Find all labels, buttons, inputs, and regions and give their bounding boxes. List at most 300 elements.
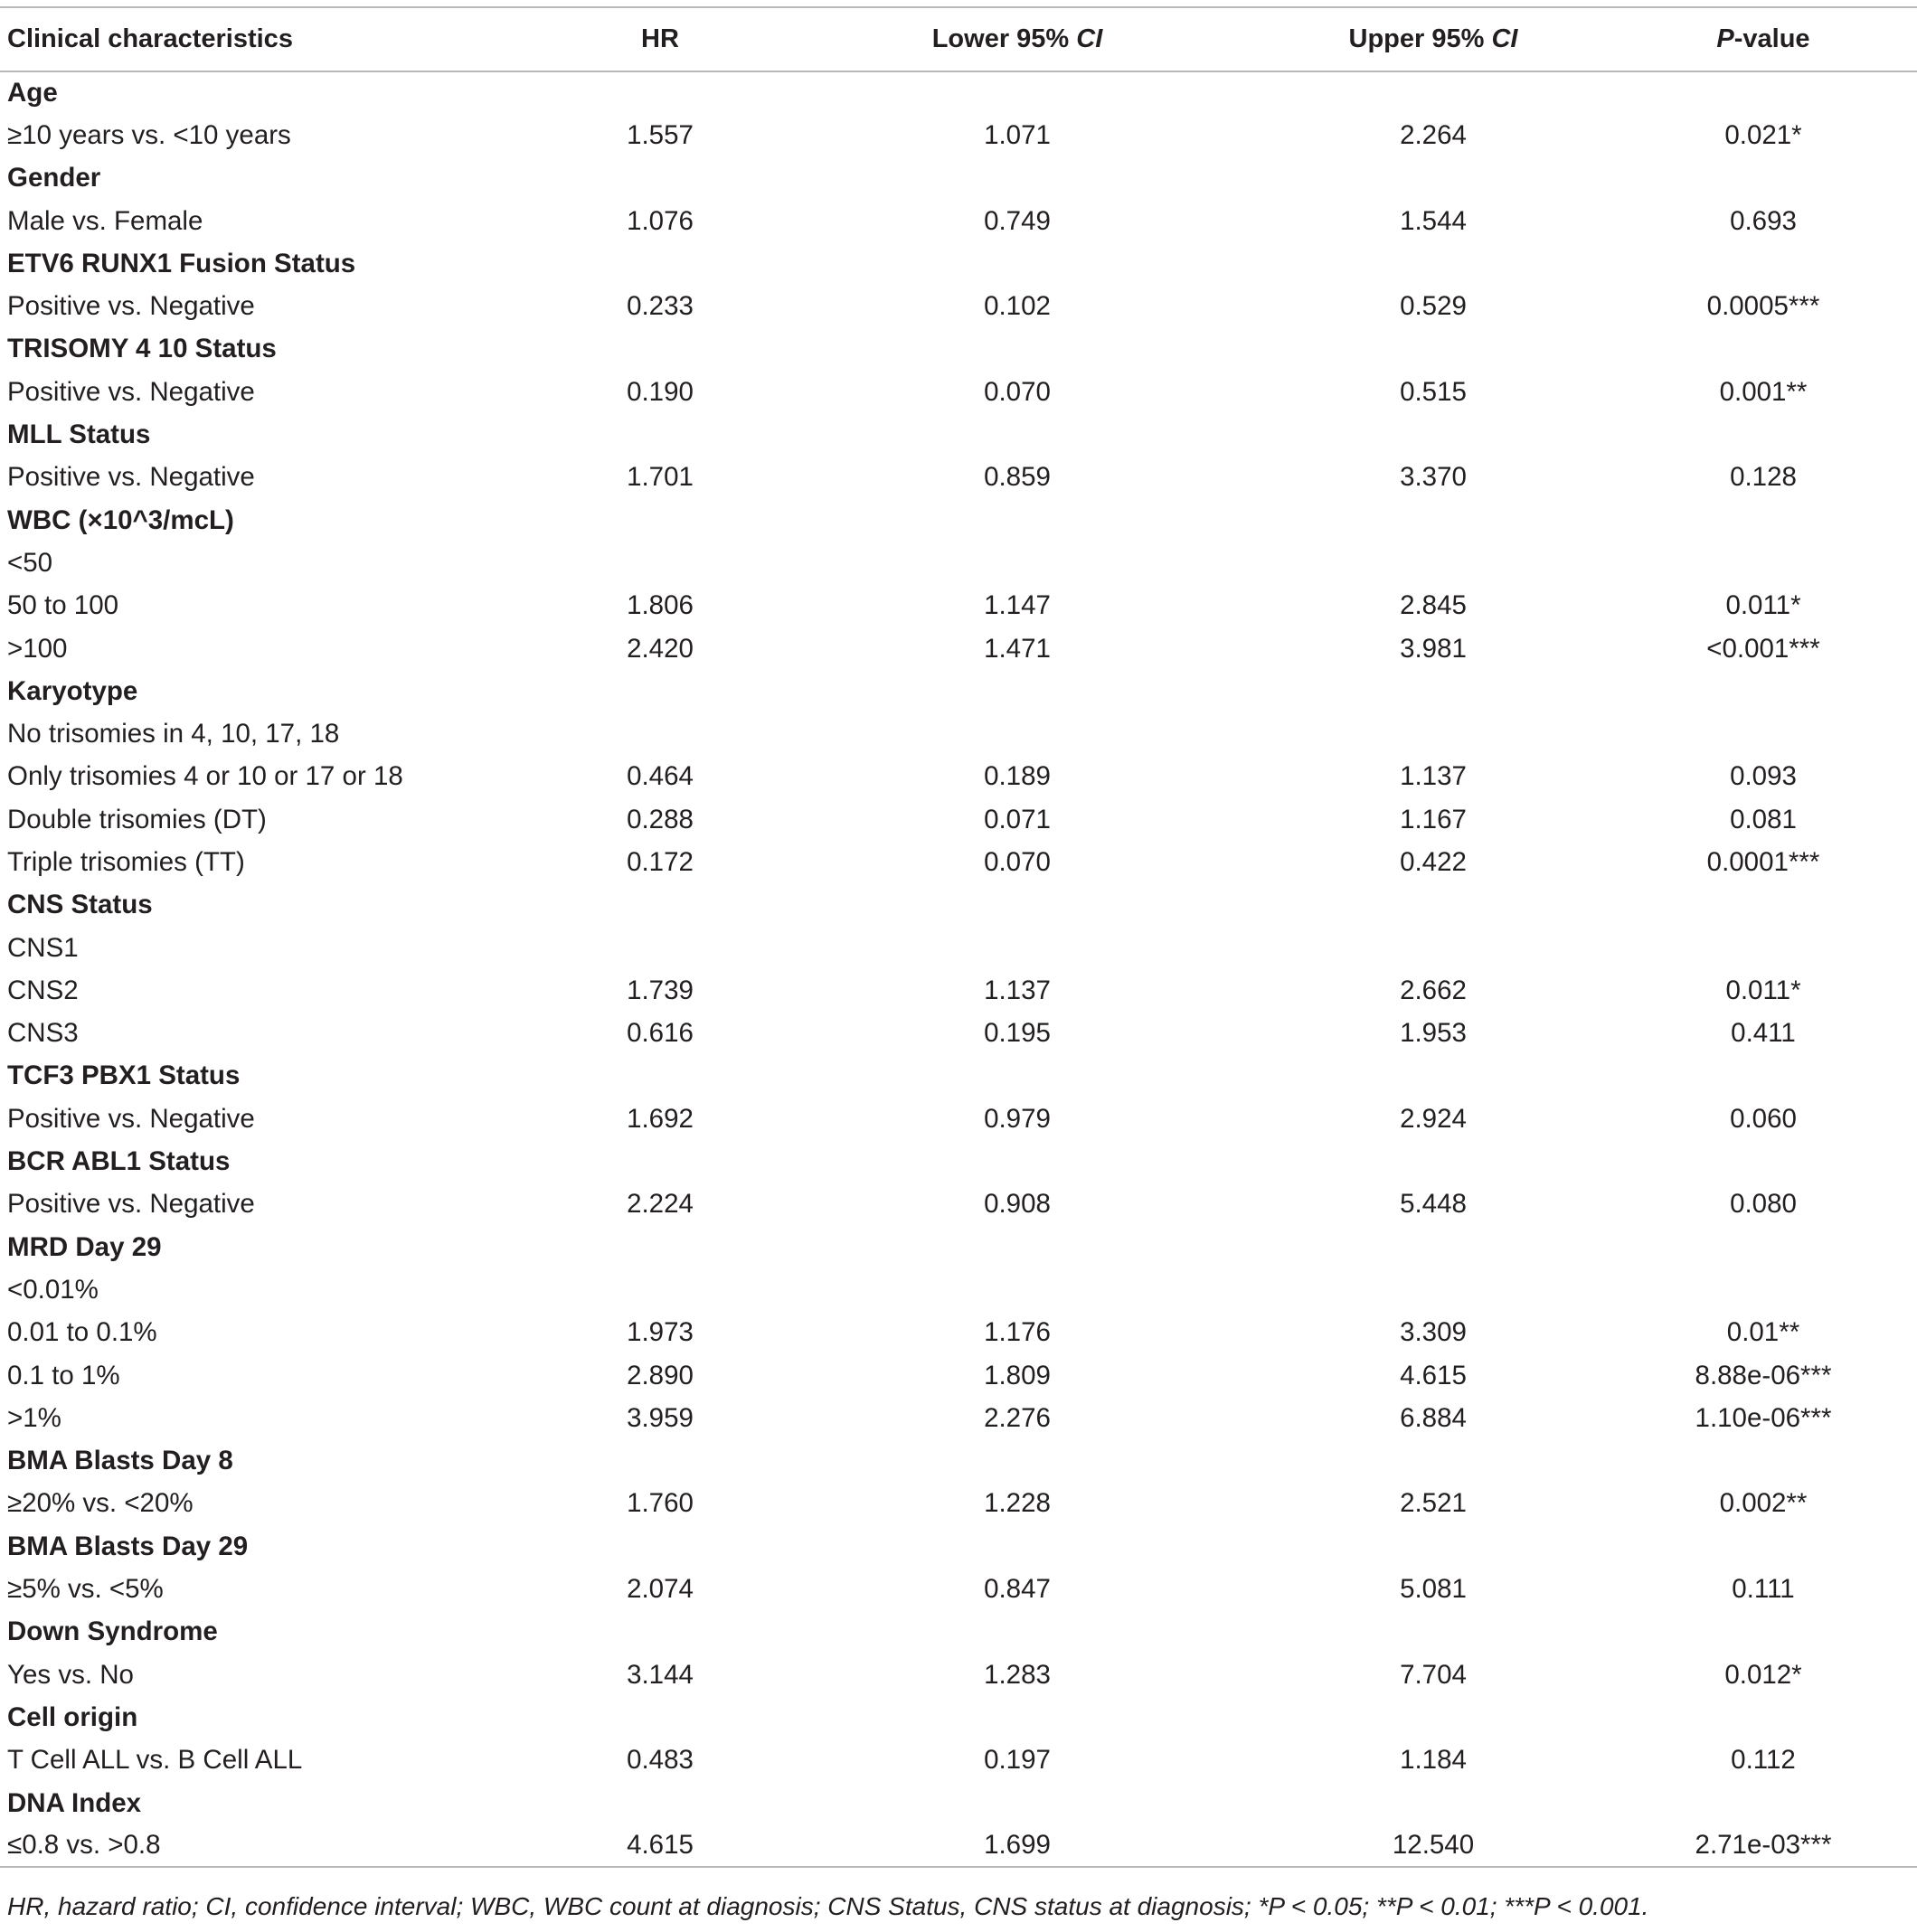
lower-ci-value-cell bbox=[778, 200, 1257, 242]
row-label: Positive vs. Negative bbox=[7, 462, 255, 493]
row-label: Positive vs. Negative bbox=[7, 1103, 255, 1134]
p-value-cell bbox=[1610, 1611, 1917, 1654]
hr-value: 1.739 bbox=[627, 975, 694, 1005]
row-label-cell bbox=[0, 712, 543, 755]
row-label: CNS3 bbox=[7, 1018, 79, 1049]
row-label-cell bbox=[0, 1183, 543, 1226]
hr-value: 3.144 bbox=[627, 1659, 694, 1690]
p-value: 0.060 bbox=[1730, 1103, 1797, 1134]
upper-ci-value: 1.544 bbox=[1400, 205, 1467, 236]
hr-value-cell bbox=[543, 1312, 778, 1354]
hr-value-cell bbox=[543, 969, 778, 1012]
row-label-cell bbox=[0, 1824, 543, 1867]
lower-ci-value: 0.189 bbox=[984, 761, 1051, 792]
lower-ci-value-cell bbox=[778, 1312, 1257, 1354]
lower-ci-value-cell bbox=[778, 413, 1257, 456]
hr-value-cell bbox=[543, 1483, 778, 1525]
hr-value-cell bbox=[543, 1397, 778, 1439]
row-label-cell bbox=[0, 1483, 543, 1525]
p-value: 0.411 bbox=[1731, 1018, 1796, 1049]
hr-value: 0.616 bbox=[627, 1018, 694, 1049]
row-label: DNA Index bbox=[7, 1787, 142, 1818]
row-label-cell bbox=[0, 71, 543, 114]
row-label: ≥10 years vs. <10 years bbox=[7, 119, 291, 150]
lower-ci-value: 1.137 bbox=[984, 975, 1051, 1005]
category-row bbox=[0, 1696, 1917, 1739]
hr-value: 1.701 bbox=[627, 462, 694, 493]
row-label: <0.01% bbox=[7, 1274, 99, 1305]
upper-ci-value: 2.662 bbox=[1400, 975, 1467, 1005]
table-row bbox=[0, 1098, 1917, 1140]
category-row bbox=[0, 1440, 1917, 1483]
row-label: BMA Blasts Day 8 bbox=[7, 1446, 233, 1476]
p-value-cell bbox=[1610, 1397, 1917, 1439]
lower-ci-value-cell bbox=[778, 841, 1257, 883]
row-label: Down Syndrome bbox=[7, 1616, 218, 1647]
lower-ci-value: 0.749 bbox=[984, 205, 1051, 236]
lower-ci-value-cell bbox=[778, 627, 1257, 670]
lower-ci-value-cell bbox=[778, 585, 1257, 627]
lower-ci-value-cell bbox=[778, 1696, 1257, 1739]
lower-ci-value: 1.071 bbox=[984, 119, 1051, 150]
p-value-cell bbox=[1610, 457, 1917, 499]
hr-value-cell bbox=[543, 457, 778, 499]
lower-ci-value-cell bbox=[778, 157, 1257, 200]
hr-value: 2.224 bbox=[627, 1189, 694, 1220]
p-value-cell bbox=[1610, 1440, 1917, 1483]
lower-ci-value: 1.471 bbox=[984, 633, 1051, 664]
hr-value-cell bbox=[543, 1568, 778, 1610]
p-value-cell bbox=[1610, 1739, 1917, 1782]
lower-ci-value-cell bbox=[778, 371, 1257, 413]
category-row bbox=[0, 1140, 1917, 1183]
lower-ci-value: 0.859 bbox=[984, 462, 1051, 493]
p-value-cell bbox=[1610, 670, 1917, 712]
category-row bbox=[0, 1525, 1917, 1568]
upper-ci-value-cell bbox=[1257, 371, 1610, 413]
row-label-cell bbox=[0, 969, 543, 1012]
p-value: 0.01** bbox=[1726, 1317, 1800, 1348]
p-value-cell bbox=[1610, 114, 1917, 156]
row-label-cell bbox=[0, 1611, 543, 1654]
p-value: 1.10e-06*** bbox=[1695, 1402, 1832, 1433]
lower-ci-value-cell bbox=[778, 1525, 1257, 1568]
table-body bbox=[0, 71, 1917, 1867]
hr-value-cell bbox=[543, 200, 778, 242]
lower-ci-value: 0.195 bbox=[984, 1018, 1051, 1049]
hr-value-cell bbox=[543, 1183, 778, 1226]
p-value: 0.012* bbox=[1724, 1659, 1802, 1690]
lower-ci-value-cell bbox=[778, 1611, 1257, 1654]
category-row bbox=[0, 884, 1917, 927]
table-row bbox=[0, 1354, 1917, 1397]
upper-ci-value-cell bbox=[1257, 585, 1610, 627]
category-row bbox=[0, 1611, 1917, 1654]
lower-ci-value-cell bbox=[778, 1226, 1257, 1268]
p-value-cell bbox=[1610, 1782, 1917, 1824]
p-value-cell bbox=[1610, 242, 1917, 285]
upper-ci-value-cell bbox=[1257, 798, 1610, 841]
table-row bbox=[0, 1483, 1917, 1525]
category-row bbox=[0, 1226, 1917, 1268]
table-header bbox=[0, 7, 1917, 71]
upper-ci-value-cell bbox=[1257, 1055, 1610, 1098]
hr-value-cell bbox=[543, 712, 778, 755]
p-value-cell bbox=[1610, 841, 1917, 883]
row-label: ≥5% vs. <5% bbox=[7, 1574, 164, 1605]
row-label: Positive vs. Negative bbox=[7, 1189, 255, 1220]
table-row bbox=[0, 927, 1917, 969]
row-label: >1% bbox=[7, 1402, 61, 1433]
hr-value: 1.692 bbox=[627, 1103, 694, 1134]
p-value-cell bbox=[1610, 157, 1917, 200]
lower-ci-value: 0.979 bbox=[984, 1103, 1051, 1134]
row-label-cell bbox=[0, 1525, 543, 1568]
lower-ci-value-cell bbox=[778, 670, 1257, 712]
lower-ci-value-cell bbox=[778, 1654, 1257, 1696]
upper-ci-value-cell bbox=[1257, 1483, 1610, 1525]
lower-ci-value: 1.283 bbox=[984, 1659, 1051, 1690]
upper-ci-value-cell bbox=[1257, 200, 1610, 242]
p-value-cell bbox=[1610, 1268, 1917, 1311]
category-row bbox=[0, 499, 1917, 542]
row-label: T Cell ALL vs. B Cell ALL bbox=[7, 1745, 303, 1776]
p-value: 0.011* bbox=[1725, 590, 1801, 621]
upper-ci-value-cell bbox=[1257, 1013, 1610, 1055]
upper-ci-value-cell bbox=[1257, 1568, 1610, 1610]
lower-ci-value: 0.102 bbox=[984, 291, 1051, 322]
upper-ci-value-cell bbox=[1257, 1782, 1610, 1824]
row-label-cell bbox=[0, 1226, 543, 1268]
upper-ci-value-cell bbox=[1257, 1611, 1610, 1654]
upper-ci-value: 1.167 bbox=[1400, 804, 1467, 834]
hr-value: 2.420 bbox=[627, 633, 694, 664]
table-row bbox=[0, 1013, 1917, 1055]
hr-value-cell bbox=[543, 1055, 778, 1098]
row-label: ≥20% vs. <20% bbox=[7, 1488, 194, 1519]
table-row bbox=[0, 114, 1917, 156]
row-label: Male vs. Female bbox=[7, 205, 203, 236]
hr-value-cell bbox=[543, 157, 778, 200]
p-value: 2.71e-03*** bbox=[1695, 1830, 1832, 1861]
row-label-cell bbox=[0, 242, 543, 285]
upper-ci-value-cell bbox=[1257, 1397, 1610, 1439]
header-row bbox=[0, 7, 1917, 71]
lower-ci-value-cell bbox=[778, 1268, 1257, 1311]
upper-ci-value-cell bbox=[1257, 1312, 1610, 1354]
row-label: BCR ABL1 Status bbox=[7, 1146, 231, 1177]
table-row bbox=[0, 627, 1917, 670]
hr-value: 4.615 bbox=[627, 1830, 694, 1861]
upper-ci-value: 12.540 bbox=[1392, 1830, 1475, 1861]
p-value: 0.111 bbox=[1732, 1574, 1795, 1605]
upper-ci-value-cell bbox=[1257, 1654, 1610, 1696]
row-label-cell bbox=[0, 1055, 543, 1098]
hr-value-cell bbox=[543, 627, 778, 670]
row-label: Positive vs. Negative bbox=[7, 376, 255, 407]
p-value: 0.081 bbox=[1730, 804, 1797, 834]
category-row bbox=[0, 71, 1917, 114]
table-row bbox=[0, 542, 1917, 584]
row-label-cell bbox=[0, 285, 543, 327]
p-value: 0.093 bbox=[1730, 761, 1797, 792]
row-label-cell bbox=[0, 114, 543, 156]
p-value: 0.002** bbox=[1719, 1488, 1808, 1519]
lower-ci-value-cell bbox=[778, 499, 1257, 542]
hazard-ratio-table bbox=[0, 6, 1917, 1868]
p-value-cell bbox=[1610, 413, 1917, 456]
lower-ci-value: 1.809 bbox=[984, 1360, 1051, 1390]
lower-ci-value: 0.071 bbox=[984, 804, 1051, 834]
hr-value-cell bbox=[543, 242, 778, 285]
lower-ci-value-cell bbox=[778, 1782, 1257, 1824]
table-row bbox=[0, 969, 1917, 1012]
header-p-italic: P bbox=[1716, 24, 1734, 53]
upper-ci-value-cell bbox=[1257, 927, 1610, 969]
row-label: Positive vs. Negative bbox=[7, 291, 255, 322]
row-label: CNS1 bbox=[7, 932, 79, 963]
lower-ci-value-cell bbox=[778, 798, 1257, 841]
upper-ci-value: 4.615 bbox=[1400, 1360, 1467, 1390]
lower-ci-value-cell bbox=[778, 71, 1257, 114]
lower-ci-value-cell bbox=[778, 1397, 1257, 1439]
category-row bbox=[0, 157, 1917, 200]
hr-value-cell bbox=[543, 114, 778, 156]
header-p-suffix: -value bbox=[1733, 24, 1810, 53]
lower-ci-value-cell bbox=[778, 969, 1257, 1012]
lower-ci-value-cell bbox=[778, 114, 1257, 156]
upper-ci-value: 2.521 bbox=[1400, 1488, 1467, 1519]
p-value: 0.080 bbox=[1730, 1189, 1797, 1220]
p-value-cell bbox=[1610, 1226, 1917, 1268]
hr-value-cell bbox=[543, 328, 778, 371]
lower-ci-value-cell bbox=[778, 712, 1257, 755]
p-value-cell bbox=[1610, 328, 1917, 371]
row-label-cell bbox=[0, 1013, 543, 1055]
table-row bbox=[0, 1824, 1917, 1867]
lower-ci-value: 0.197 bbox=[984, 1745, 1051, 1776]
row-label-cell bbox=[0, 1696, 543, 1739]
table-row bbox=[0, 371, 1917, 413]
hr-value-cell bbox=[543, 1268, 778, 1311]
upper-ci-value: 7.704 bbox=[1400, 1659, 1467, 1690]
lower-ci-value-cell bbox=[778, 927, 1257, 969]
p-value: 0.011* bbox=[1725, 975, 1801, 1005]
lower-ci-value-cell bbox=[778, 285, 1257, 327]
hr-value-cell bbox=[543, 413, 778, 456]
row-label-cell bbox=[0, 1354, 543, 1397]
upper-ci-value-cell bbox=[1257, 969, 1610, 1012]
upper-ci-value-cell bbox=[1257, 242, 1610, 285]
upper-ci-value-cell bbox=[1257, 627, 1610, 670]
hr-value-cell bbox=[543, 1354, 778, 1397]
row-label-cell bbox=[0, 1268, 543, 1311]
hr-value-cell bbox=[543, 1782, 778, 1824]
upper-ci-value: 2.264 bbox=[1400, 119, 1467, 150]
upper-ci-value-cell bbox=[1257, 542, 1610, 584]
p-value-cell bbox=[1610, 1055, 1917, 1098]
p-value-cell bbox=[1610, 756, 1917, 798]
hr-value-cell bbox=[543, 1226, 778, 1268]
row-label: MRD Day 29 bbox=[7, 1231, 162, 1262]
upper-ci-value: 2.845 bbox=[1400, 590, 1467, 621]
upper-ci-value-cell bbox=[1257, 1739, 1610, 1782]
upper-ci-value-cell bbox=[1257, 328, 1610, 371]
p-value-cell bbox=[1610, 371, 1917, 413]
lower-ci-value-cell bbox=[778, 884, 1257, 927]
row-label-cell bbox=[0, 371, 543, 413]
p-value: 0.693 bbox=[1730, 205, 1797, 236]
p-value: <0.001*** bbox=[1706, 633, 1820, 664]
upper-ci-value-cell bbox=[1257, 1525, 1610, 1568]
upper-ci-value: 5.448 bbox=[1400, 1189, 1467, 1220]
upper-ci-value: 2.924 bbox=[1400, 1103, 1467, 1134]
upper-ci-value: 1.184 bbox=[1400, 1745, 1467, 1776]
row-label-cell bbox=[0, 1397, 543, 1439]
lower-ci-value-cell bbox=[778, 1440, 1257, 1483]
row-label-cell bbox=[0, 1098, 543, 1140]
row-label: 0.1 to 1% bbox=[7, 1360, 120, 1390]
hr-value-cell bbox=[543, 1013, 778, 1055]
hr-value-cell bbox=[543, 585, 778, 627]
p-value-cell bbox=[1610, 798, 1917, 841]
lower-ci-value: 0.070 bbox=[984, 376, 1051, 407]
p-value: 0.0005*** bbox=[1706, 291, 1820, 322]
row-label: TRISOMY 4 10 Status bbox=[7, 334, 277, 364]
hr-value-cell bbox=[543, 1824, 778, 1867]
header-upper-ci-italic: CI bbox=[1491, 24, 1518, 53]
row-label: WBC (×10^3/mcL) bbox=[7, 504, 234, 535]
row-label-cell bbox=[0, 457, 543, 499]
lower-ci-value-cell bbox=[778, 1183, 1257, 1226]
category-row bbox=[0, 328, 1917, 371]
table-row bbox=[0, 1568, 1917, 1610]
row-label: Age bbox=[7, 78, 58, 108]
row-label-cell bbox=[0, 1782, 543, 1824]
p-value-cell bbox=[1610, 927, 1917, 969]
upper-ci-value-cell bbox=[1257, 457, 1610, 499]
hr-value-cell bbox=[543, 1739, 778, 1782]
upper-ci-value-cell bbox=[1257, 1183, 1610, 1226]
hr-value-cell bbox=[543, 499, 778, 542]
row-label-cell bbox=[0, 200, 543, 242]
lower-ci-value-cell bbox=[778, 328, 1257, 371]
row-label-cell bbox=[0, 798, 543, 841]
upper-ci-value-cell bbox=[1257, 841, 1610, 883]
p-value-cell bbox=[1610, 1525, 1917, 1568]
lower-ci-value: 1.228 bbox=[984, 1488, 1051, 1519]
hr-value: 1.973 bbox=[627, 1317, 694, 1348]
upper-ci-value-cell bbox=[1257, 499, 1610, 542]
upper-ci-value: 3.309 bbox=[1400, 1317, 1467, 1348]
upper-ci-value-cell bbox=[1257, 884, 1610, 927]
upper-ci-value-cell bbox=[1257, 157, 1610, 200]
table-row bbox=[0, 841, 1917, 883]
row-label: ≤0.8 vs. >0.8 bbox=[7, 1830, 161, 1861]
lower-ci-value: 0.908 bbox=[984, 1189, 1051, 1220]
lower-ci-value-cell bbox=[778, 1354, 1257, 1397]
header-upper-ci bbox=[1257, 7, 1610, 71]
lower-ci-value-cell bbox=[778, 1739, 1257, 1782]
row-label: No trisomies in 4, 10, 17, 18 bbox=[7, 719, 340, 749]
hr-value-cell bbox=[543, 285, 778, 327]
lower-ci-value-cell bbox=[778, 1140, 1257, 1183]
header-lower-ci-italic: CI bbox=[1076, 24, 1103, 53]
table-row bbox=[0, 1183, 1917, 1226]
header-hr: HR bbox=[641, 24, 679, 53]
hr-value: 2.074 bbox=[627, 1574, 694, 1605]
hr-value: 0.483 bbox=[627, 1745, 694, 1776]
row-label-cell bbox=[0, 413, 543, 456]
hr-value: 3.959 bbox=[627, 1402, 694, 1433]
table-row bbox=[0, 285, 1917, 327]
hr-value-cell bbox=[543, 1696, 778, 1739]
lower-ci-value-cell bbox=[778, 1098, 1257, 1140]
upper-ci-value-cell bbox=[1257, 756, 1610, 798]
lower-ci-value-cell bbox=[778, 1568, 1257, 1610]
hr-value-cell bbox=[543, 1140, 778, 1183]
row-label: MLL Status bbox=[7, 419, 151, 450]
upper-ci-value: 0.529 bbox=[1400, 291, 1467, 322]
lower-ci-value: 1.699 bbox=[984, 1830, 1051, 1861]
p-value: 0.021* bbox=[1724, 119, 1802, 150]
upper-ci-value-cell bbox=[1257, 1268, 1610, 1311]
upper-ci-value-cell bbox=[1257, 1354, 1610, 1397]
upper-ci-value: 1.137 bbox=[1400, 761, 1467, 792]
p-value-cell bbox=[1610, 712, 1917, 755]
hr-value-cell bbox=[543, 841, 778, 883]
row-label: ETV6 RUNX1 Fusion Status bbox=[7, 248, 356, 278]
lower-ci-value: 0.847 bbox=[984, 1574, 1051, 1605]
hr-value-cell bbox=[543, 71, 778, 114]
p-value-cell bbox=[1610, 1183, 1917, 1226]
upper-ci-value-cell bbox=[1257, 1696, 1610, 1739]
row-label-cell bbox=[0, 328, 543, 371]
hr-value: 1.557 bbox=[627, 119, 694, 150]
header-clinical-characteristics: Clinical characteristics bbox=[7, 24, 293, 53]
hr-value-cell bbox=[543, 670, 778, 712]
p-value-cell bbox=[1610, 969, 1917, 1012]
table-row bbox=[0, 712, 1917, 755]
row-label-cell bbox=[0, 1140, 543, 1183]
p-value-cell bbox=[1610, 585, 1917, 627]
p-value-cell bbox=[1610, 200, 1917, 242]
table-row bbox=[0, 1268, 1917, 1311]
hr-value-cell bbox=[543, 927, 778, 969]
upper-ci-value-cell bbox=[1257, 71, 1610, 114]
upper-ci-value-cell bbox=[1257, 670, 1610, 712]
hr-value-cell bbox=[543, 371, 778, 413]
p-value-cell bbox=[1610, 1312, 1917, 1354]
p-value-cell bbox=[1610, 1483, 1917, 1525]
hr-value-cell bbox=[543, 1654, 778, 1696]
lower-ci-value-cell bbox=[778, 457, 1257, 499]
table-row bbox=[0, 585, 1917, 627]
p-value-cell bbox=[1610, 285, 1917, 327]
hr-value-cell bbox=[543, 756, 778, 798]
table-row bbox=[0, 756, 1917, 798]
lower-ci-value-cell bbox=[778, 542, 1257, 584]
p-value: 0.001** bbox=[1719, 376, 1808, 407]
row-label-cell bbox=[0, 542, 543, 584]
lower-ci-value: 2.276 bbox=[984, 1402, 1051, 1433]
hr-value: 1.760 bbox=[627, 1488, 694, 1519]
lower-ci-value-cell bbox=[778, 1055, 1257, 1098]
table-row bbox=[0, 1397, 1917, 1439]
lower-ci-value: 0.070 bbox=[984, 846, 1051, 877]
lower-ci-value-cell bbox=[778, 1824, 1257, 1867]
p-value-cell bbox=[1610, 1654, 1917, 1696]
